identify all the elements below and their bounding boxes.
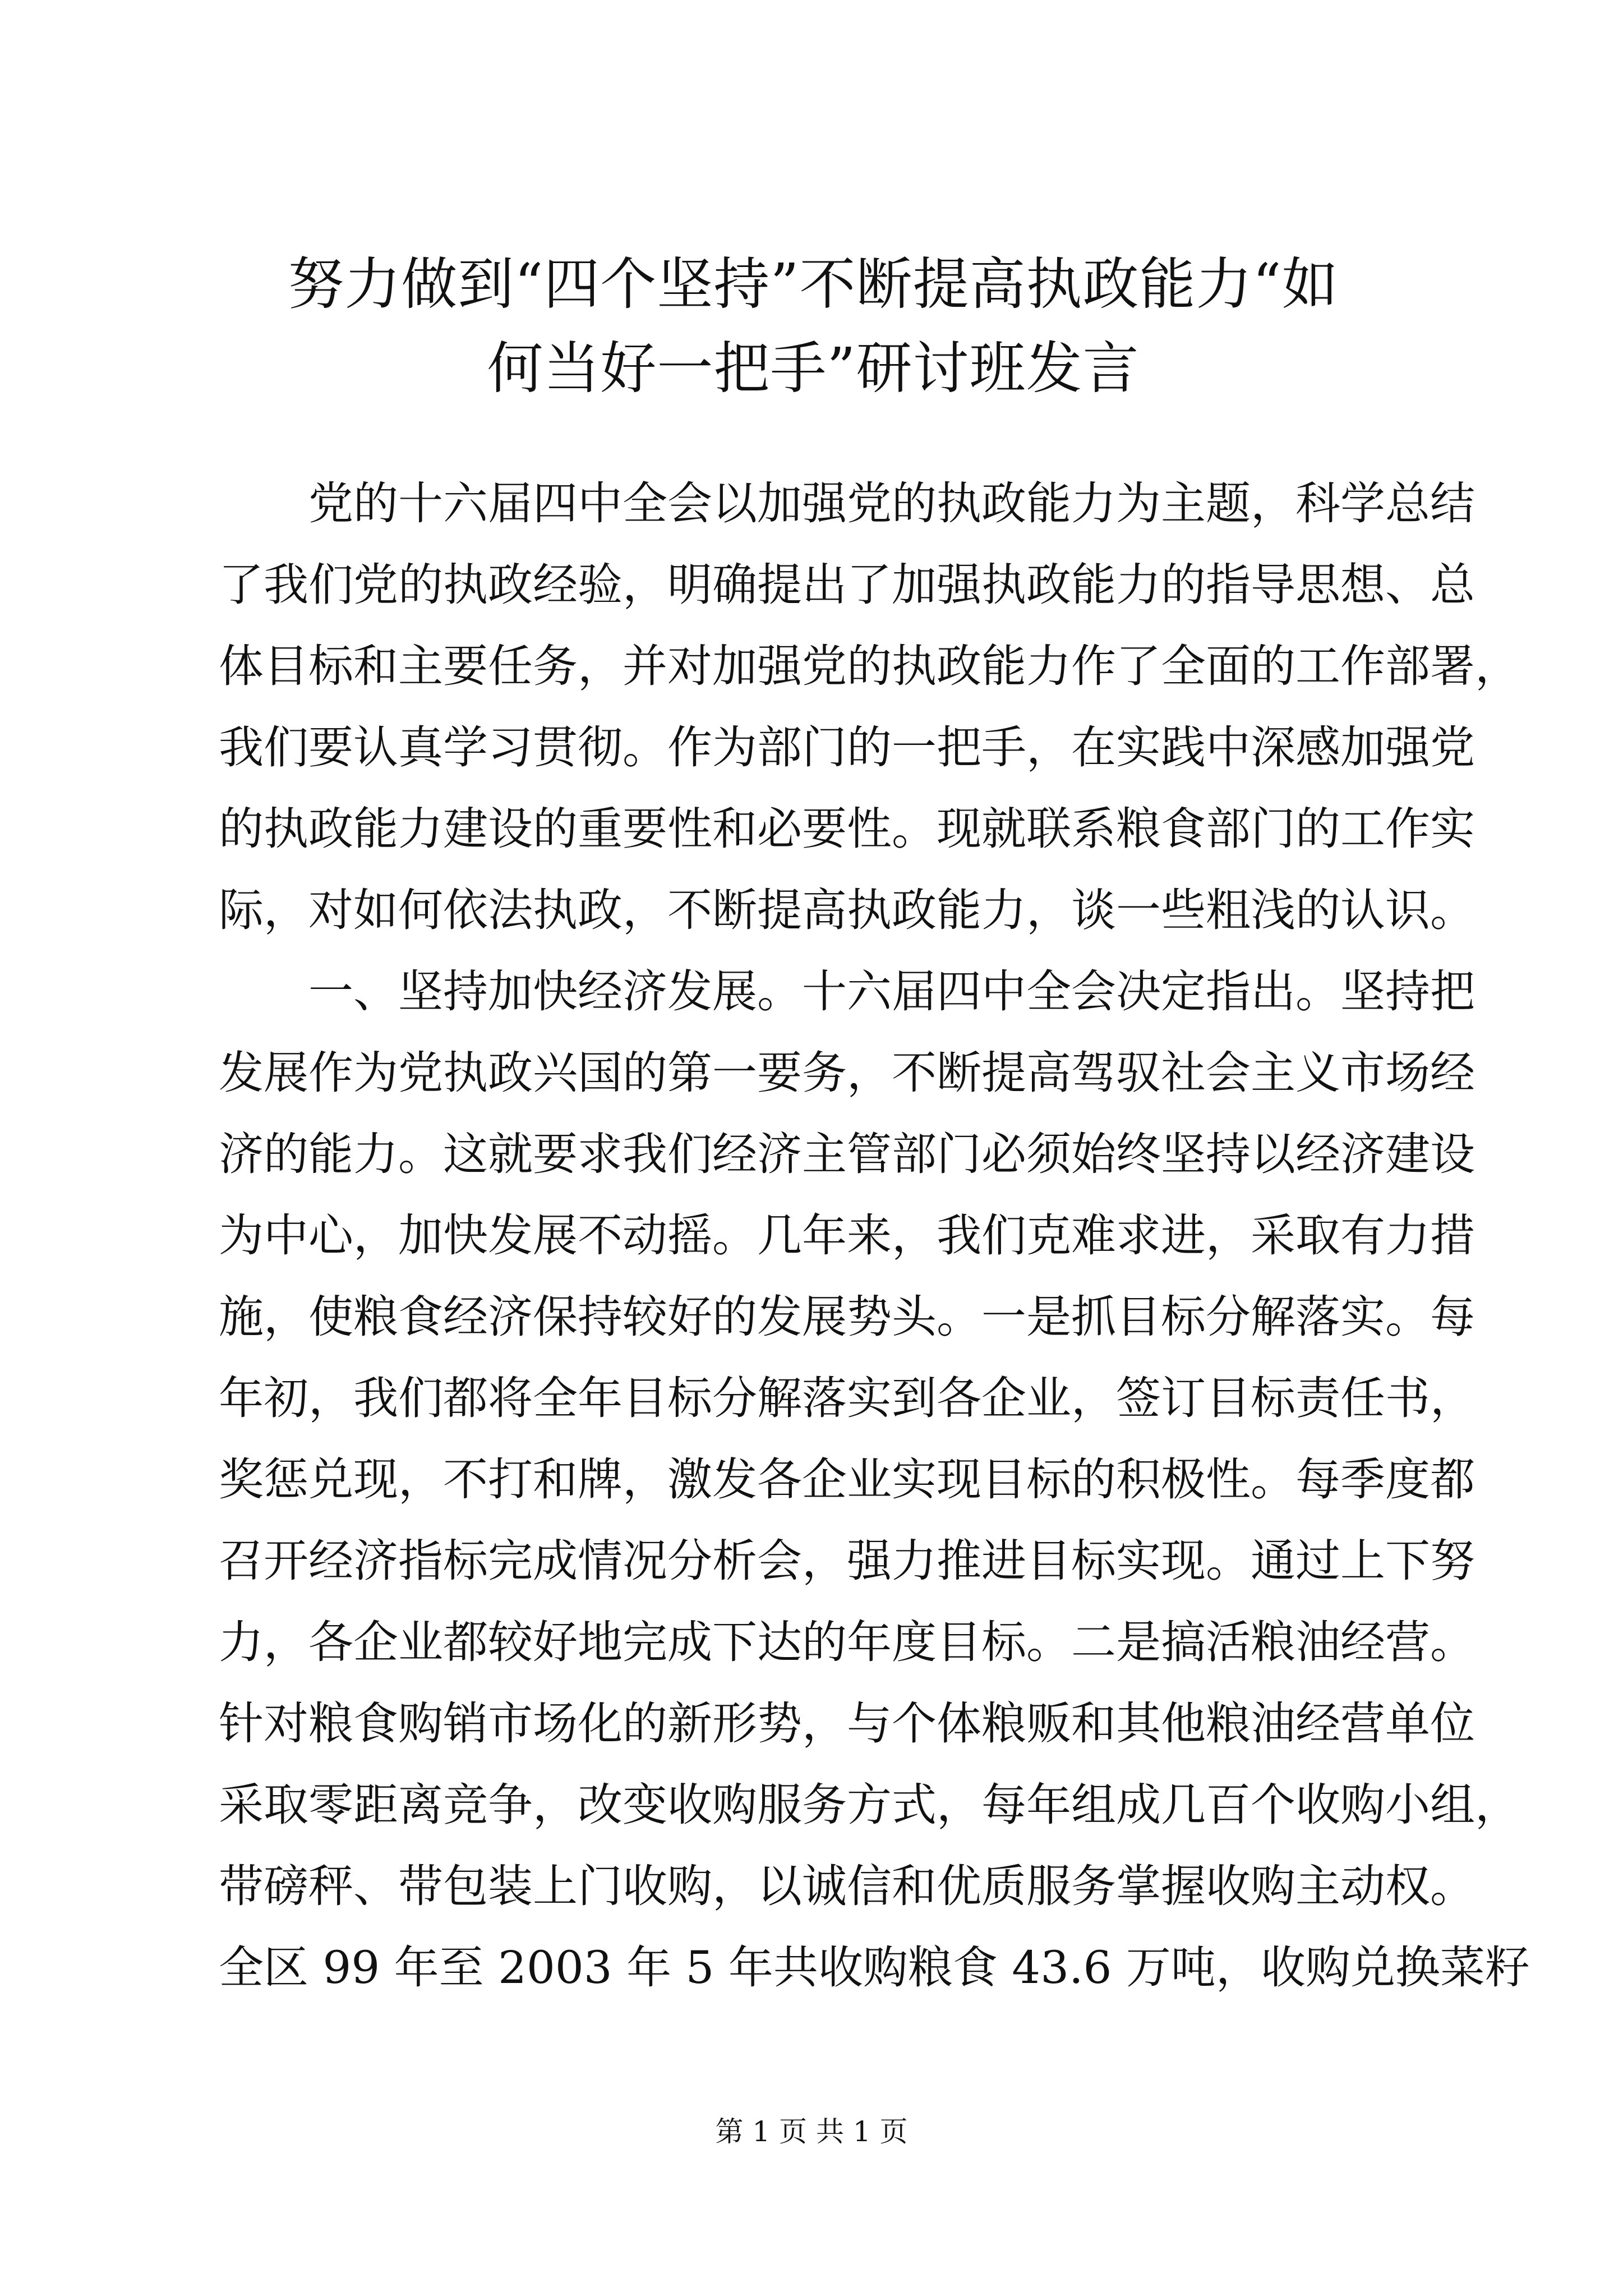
body-line: 济的能力。这就要求我们经济主管部门必须始终坚持以经济建设 <box>219 1128 1475 1180</box>
document-title <box>185 242 1441 411</box>
body-line: 我们要认真学习贯彻。作为部门的一把手，在实践中深感加强党 <box>219 721 1475 774</box>
body-line: 际，对如何依法执政，不断提高执政能力，谈一些粗浅的认识。 <box>219 884 1475 936</box>
body-line: 施，使粮食经济保持较好的发展势头。一是抓目标分解落实。每 <box>219 1291 1475 1343</box>
body-line: 针对粮食购销市场化的新形势，与个体粮贩和其他粮油经营单位 <box>219 1697 1475 1750</box>
body-line: 全区 99 年至 2003 年 5 年共收购粮食 43.6 万吨，收购兑换菜籽 <box>219 1941 1530 1994</box>
body-line: 奖惩兑现，不打和牌，激发各企业实现目标的积极性。每季度都 <box>219 1453 1475 1506</box>
body-line: 一、坚持加快经济发展。十六届四中全会决定指出。坚持把 <box>308 965 1475 1018</box>
body-line: 发展作为党执政兴国的第一要务，不断提高驾驭社会主义市场经 <box>219 1047 1475 1099</box>
body-line: 年初，我们都将全年目标分解落实到各企业，签订目标责任书， <box>219 1372 1475 1424</box>
body-line: 为中心，加快发展不动摇。几年来，我们克难求进，采取有力措 <box>219 1209 1475 1262</box>
body-line: 采取零距离竞争，改变收购服务方式，每年组成几百个收购小组， <box>219 1779 1520 1831</box>
body-line: 召开经济指标完成情况分析会，强力推进目标实现。通过上下努 <box>219 1535 1475 1587</box>
title-line-2: 何当好一把手”研讨班发言 <box>487 335 1140 401</box>
body-line: 力，各企业都较好地完成下达的年度目标。二是搞活粮油经营。 <box>219 1616 1475 1668</box>
document-body <box>219 463 1530 2008</box>
title-line-1: 努力做到“四个坚持”不断提高执政能力“如 <box>288 251 1339 317</box>
body-line: 带磅秤、带包装上门收购，以诚信和优质服务掌握收购主动权。 <box>219 1860 1475 1912</box>
body-line: 体目标和主要任务，并对加强党的执政能力作了全面的工作部署， <box>219 640 1520 692</box>
page-footer: 第 1 页 共 1 页 <box>715 2115 908 2148</box>
body-line: 的执政能力建设的重要性和必要性。现就联系粮食部门的工作实 <box>219 803 1475 855</box>
body-line: 了我们党的执政经验，明确提出了加强执政能力的指导思想、总 <box>219 559 1475 611</box>
body-line: 党的十六届四中全会以加强党的执政能力为主题，科学总结 <box>308 477 1475 530</box>
